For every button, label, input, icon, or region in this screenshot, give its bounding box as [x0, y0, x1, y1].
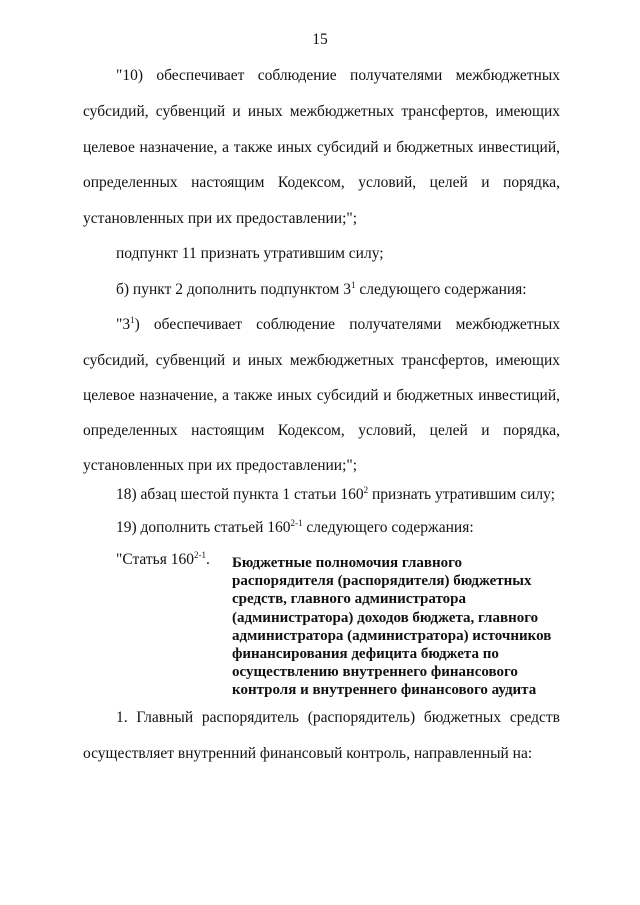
- article-title: [232, 554, 552, 700]
- page-number: 15: [312, 31, 328, 48]
- paragraph-3-1-line-2: субсидий, субвенций и иных межбюджетных трансфертов, имеющих: [83, 352, 560, 369]
- article-title-line-3: средств, главного администратора: [232, 591, 466, 608]
- item-b: [116, 281, 593, 299]
- item-18-after: признать утратившим силу;: [368, 486, 555, 503]
- item-19-before: 19) дополнить статьей 160: [116, 519, 291, 536]
- article-title-line-2: распорядителя (распорядителя) бюджетных: [232, 573, 532, 590]
- item-19: [116, 519, 593, 537]
- article-title-line-8: контроля и внутреннего финансового аудита: [232, 682, 537, 699]
- paragraph-10-line-5: установленных при их предоставлении;";: [83, 210, 358, 227]
- paragraph-3-1-prefix: "3: [116, 316, 131, 333]
- article-title-line-6: финансирования дефицита бюджета по: [232, 646, 499, 663]
- point-1-line-2: осуществляет внутренний финансовый контроль, направленный на:: [83, 745, 533, 762]
- paragraph-10-line-3: целевое назначение, а также иных субсидий и бюджетных инвестиций,: [83, 139, 560, 156]
- item-18-before: 18) абзац шестой пункта 1 статьи 160: [116, 486, 364, 503]
- article-label-sup: 2-1: [194, 550, 206, 560]
- item-b-after: следующего содержания:: [355, 281, 527, 298]
- article-label: [116, 551, 210, 569]
- paragraph-10-line-4: определенных настоящим Кодексом, условий, целей и порядка,: [83, 174, 560, 191]
- article-title-line-1: Бюджетные полномочия главного: [232, 555, 463, 571]
- article-label-suffix: .: [206, 551, 210, 568]
- paragraph-10-line-2: субсидий, субвенций и иных межбюджетных трансфертов, имеющих: [83, 103, 560, 120]
- item-b-sup: 1: [351, 280, 356, 290]
- paragraph-3-1-line-3: целевое назначение, а также иных субсидий и бюджетных инвестиций,: [83, 387, 560, 404]
- item-19-sup: 2-1: [290, 518, 303, 528]
- article-title-line-5: администратора (администратора) источников: [232, 627, 552, 644]
- paragraph-3-1-line-4: определенных настоящим Кодексом, условий, целей и порядка,: [83, 422, 560, 439]
- item-19-after: следующего содержания:: [302, 519, 474, 536]
- subparagraph-11: подпункт 11 признать утратившим силу;: [116, 245, 384, 262]
- paragraph-3-1-rest: ) обеспечивает соблюдение получателями межбюджетных: [134, 316, 560, 333]
- article-label-prefix: "Статья 160: [116, 551, 194, 568]
- paragraph-10-line-1: "10) обеспечивает соблюдение получателями межбюджетных: [116, 67, 560, 84]
- paragraph-3-1-line-1: [116, 316, 560, 334]
- point-1-line-1: 1. Главный распорядитель (распорядитель) бюджетных средств: [116, 709, 560, 726]
- article-title-line-7: осуществлению внутреннего финансового: [232, 664, 518, 681]
- paragraph-3-1-line-5: установленных при их предоставлении;";: [83, 457, 358, 474]
- item-18: [116, 486, 593, 504]
- article-title-line-4: (администратора) доходов бюджета, главного: [232, 609, 539, 626]
- paragraph-3-1-sup: 1: [130, 315, 135, 325]
- item-b-before: б) пункт 2 дополнить подпунктом 3: [116, 281, 351, 298]
- item-18-sup: 2: [363, 485, 369, 495]
